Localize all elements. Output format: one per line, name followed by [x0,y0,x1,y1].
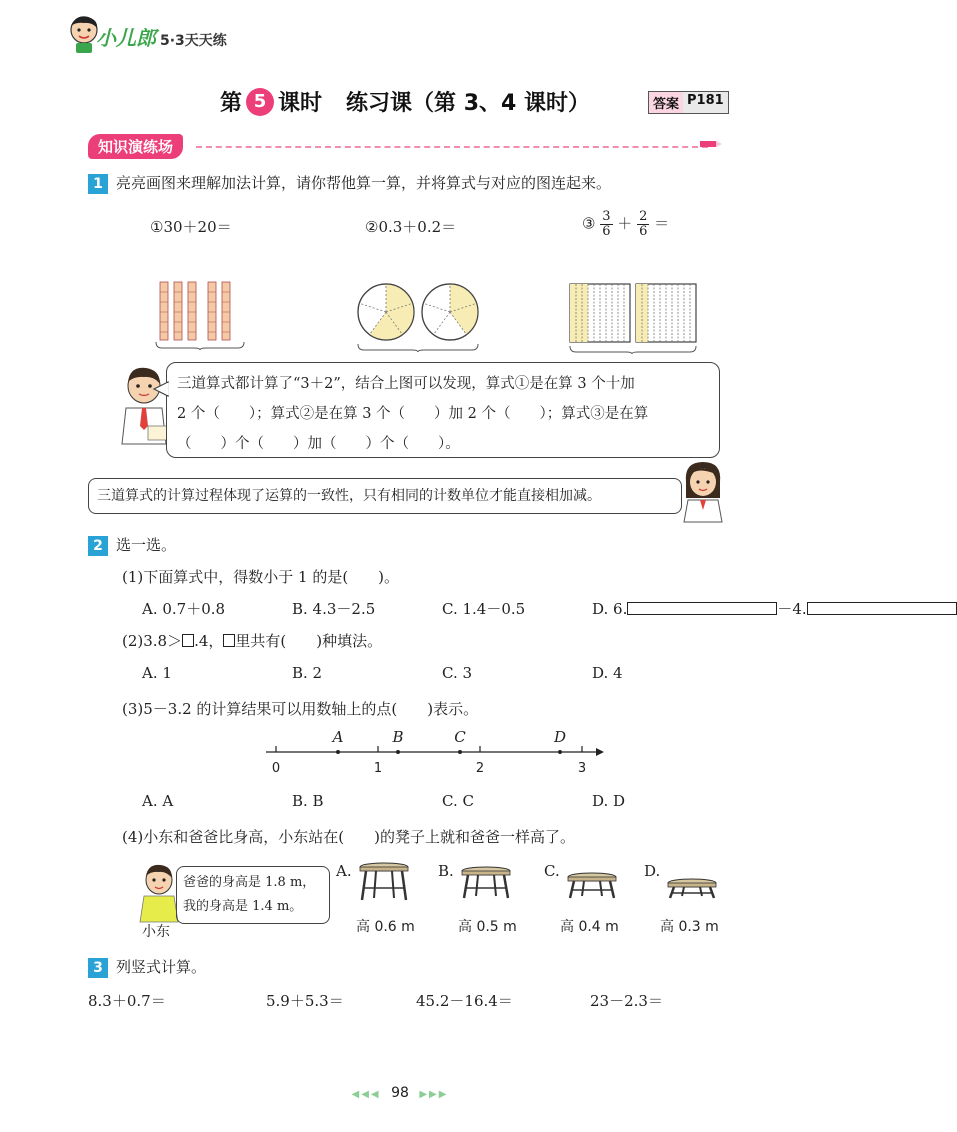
question-text: 选一选。 [116,536,177,554]
answer-page: P181 [683,92,728,113]
page-number: 98 [391,1085,409,1101]
hint-line: 2 个（ ）；算式②是在算 3 个（ ）加 2 个（ ）；算式③是在算 [177,406,649,422]
brand-name: 小儿郎 [96,26,156,50]
page-footer [344,1085,456,1101]
tick-label-0: 0 [271,761,281,776]
fraction-2-6 [637,210,649,239]
point-b [396,750,400,754]
medium-stool-icon [460,866,512,900]
tenths-grid-picture [566,282,700,354]
q2-part4-stem: (4)小东和爸爸比身高，小东站在( )的凳子上就和爸爸一样高了。 [122,828,575,846]
question-number: 2 [88,536,108,556]
answer-page-tag [648,91,729,114]
dad-height-text: 爸爸的身高是 1.8 m， [183,875,316,890]
number-line [260,730,606,780]
point-label-c: C [454,728,466,746]
option-d[interactable]: D. 4 [592,664,623,682]
short-stool-icon [566,872,618,900]
option-b[interactable]: B. 2 [292,664,323,682]
question-1 [88,172,611,194]
point-label-b: B [392,728,404,746]
boy-xiaodong-icon [138,862,180,922]
stool-letter: D. [644,862,661,880]
q2-part3-options [142,792,742,810]
equals-sign: ＝ [654,214,670,233]
fraction-3-6 [600,210,612,239]
lesson-number-badge: 5 [246,88,274,116]
expression-3-prefix: ③ [582,214,596,233]
question-text: 亮亮画图来理解加法计算，请你帮他算一算，并将算式与对应的图连起来。 [116,174,612,192]
boy-liangliang-icon [118,364,170,448]
stool-letter: A. [336,862,352,880]
point-label-a: A [332,728,344,746]
answer-label: 答案 [649,92,683,113]
section-banner: 知识演练场 [88,134,183,159]
arrows-left-icon: ◀◀◀ [351,1089,381,1100]
tick-label-2: 2 [475,761,485,776]
option-c[interactable]: C. 3 [442,664,473,682]
plus-sign: ＋ [617,214,633,233]
option-a[interactable]: A. 0.7＋0.8 [142,600,226,618]
blank-box [223,634,235,647]
question-number: 1 [88,174,108,194]
vertical-calc-3: 45.2－16.4＝ [416,992,513,1010]
option-d[interactable]: D. D [592,792,626,810]
tall-stool-icon [358,862,410,902]
option-d[interactable] [592,598,807,619]
girl-mascot-icon [680,458,726,522]
option-b[interactable]: B. 4.3－2.5 [292,600,376,618]
fraction-circles-picture [354,280,484,352]
stool-options [336,862,736,942]
title-prefix: 第 [220,91,243,116]
hint-line: 三道算式都计算了“3＋2”，结合上图可以发现，算式①是在算 3 个十加 [177,376,635,392]
expression-1: ①30＋20＝ [150,218,232,236]
tick-label-1: 1 [373,761,383,776]
q2-part2-options [142,664,742,682]
question-2 [88,534,176,556]
question-number: 3 [88,958,108,978]
question-text: 列竖式计算。 [116,958,207,976]
tick-label-3: 3 [577,761,587,776]
option-c[interactable]: C. C [442,792,474,810]
hint-bubble [166,362,720,458]
point-d [558,750,562,754]
lowest-stool-icon [666,878,718,900]
stem-post: .4， [194,632,224,650]
option-b[interactable]: B. B [292,792,324,810]
arrows-right-icon: ▶▶▶ [419,1089,449,1100]
q2-part1-options [142,598,807,619]
option-d-prefix: D. 6. [592,600,628,618]
height-bubble [176,866,330,924]
q2-part3-stem: (3)5－3.2 的计算结果可以用数轴上的点( )表示。 [122,700,479,718]
blank-box [182,634,194,647]
fraction-numerator: 3 [602,209,611,224]
option-a[interactable]: A. A [142,792,174,810]
q2-part2-stem [122,630,382,651]
stool-letter: B. [438,862,454,880]
vertical-calc-4: 23－2.3＝ [590,992,663,1010]
point-a [336,750,340,754]
blank-box [807,602,957,615]
stool-height: 高 0.5 m [458,919,517,935]
expression-2: ②0.3＋0.2＝ [365,218,457,236]
stem-post2: 里共有( )种填法。 [235,632,383,650]
section-divider [196,146,708,148]
stool-letter: C. [544,862,560,880]
stool-height: 高 0.4 m [560,919,619,935]
my-height-text: 我的身高是 1.4 m。 [183,899,303,914]
point-label-d: D [553,728,567,746]
brand-subtitle: 5·3天天练 [160,33,227,49]
bubble-tail [154,382,168,396]
title-main: 练习课（第 3、4 课时） [346,91,590,116]
ten-sticks-picture [150,278,250,350]
point-c [458,750,462,754]
number-line-arrow [596,748,604,756]
fraction-numerator: 2 [639,209,648,224]
stool-height: 高 0.3 m [660,919,719,935]
vertical-calc-2: 5.9＋5.3＝ [266,992,344,1010]
page-title [220,86,590,117]
girl-hint-bubble: 三道算式的计算过程体现了运算的一致性，只有相同的计数单位才能直接相加减。 [88,478,682,514]
fraction-denominator: 6 [602,224,611,239]
stool-height: 高 0.6 m [356,919,415,935]
vertical-calc-1: 8.3＋0.7＝ [88,992,166,1010]
hint-line: （ ）个（ ）加（ ）个（ ）。 [177,436,460,452]
question-3 [88,956,206,978]
option-a[interactable]: A. 1 [142,664,172,682]
brand [96,22,296,50]
blank-box [627,602,777,615]
boy-name-label: 小东 [142,924,170,940]
q2-part1-stem: (1)下面算式中，得数小于 1 的是( )。 [122,568,400,586]
title-suffix: 课时 [278,91,323,116]
fraction-denominator: 6 [639,224,648,239]
stem-pre: (2)3.8＞ [122,632,183,650]
pencil-icon [700,139,722,149]
option-d-mid: －4. [777,600,807,618]
expression-3 [582,210,669,239]
option-c[interactable]: C. 1.4－0.5 [442,600,526,618]
